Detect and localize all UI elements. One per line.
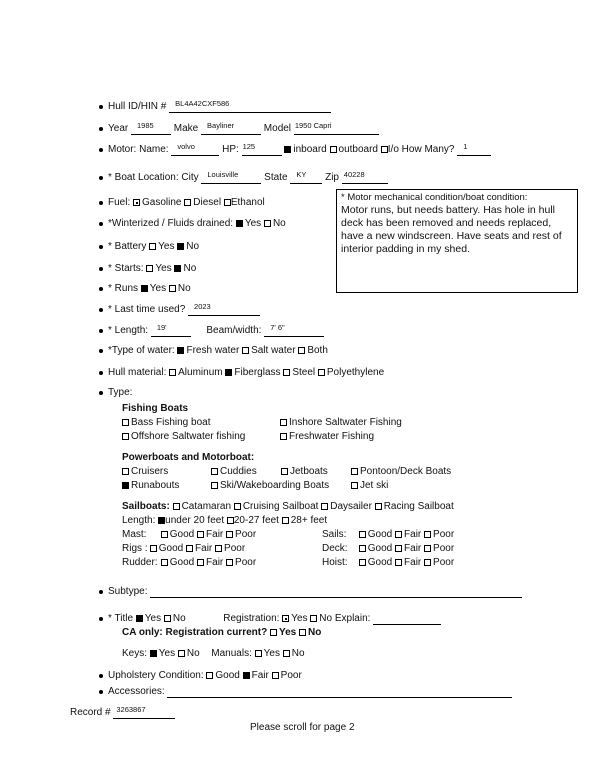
- beam-value: 7' 6": [270, 323, 285, 332]
- battery-no-label: No: [186, 241, 200, 252]
- record-label: Record #: [70, 707, 111, 718]
- registration-yes-checkbox[interactable]: [282, 615, 289, 622]
- freshwater-label: Freshwater Fishing: [289, 431, 375, 442]
- model-label: Model: [263, 123, 292, 134]
- water-label: *Type of water:: [108, 345, 175, 356]
- bullet: [99, 674, 103, 678]
- pontoon-option: [351, 465, 451, 478]
- rudder-good-checkbox[interactable]: [161, 559, 168, 566]
- registration-label: Registration:: [223, 613, 280, 624]
- jetski-checkbox[interactable]: [351, 482, 358, 489]
- location-label: * Boat Location: City: [108, 172, 199, 183]
- hp-value: 125: [242, 142, 256, 151]
- length-label: * Length:: [108, 325, 149, 336]
- under20-label: under 20 feet: [165, 515, 225, 526]
- jetboats-checkbox[interactable]: [281, 468, 288, 475]
- registration-no-label: No Explain:: [319, 613, 371, 624]
- bass-checkbox[interactable]: [122, 419, 129, 426]
- inboard-checkbox[interactable]: [284, 146, 291, 153]
- motor-name-field[interactable]: [171, 144, 219, 156]
- battery-no-checkbox[interactable]: [177, 243, 184, 250]
- title-label: * Title: [108, 613, 134, 624]
- freshwater-option: [280, 430, 374, 443]
- keys-row: [122, 647, 305, 660]
- starts-no-checkbox[interactable]: [174, 265, 181, 272]
- runs-label: * Runs: [108, 283, 139, 294]
- good-label: Good: [169, 529, 195, 540]
- fair-label: Fair: [206, 529, 224, 540]
- starts-yes-label: Yes: [155, 263, 172, 274]
- fair-label: Fair: [404, 543, 422, 554]
- registration-yes-label: Yes: [291, 613, 308, 624]
- upholstery-fair-checkbox[interactable]: [243, 672, 250, 679]
- fiberglass-checkbox[interactable]: [225, 369, 232, 376]
- fuel-label: Fuel:: [108, 197, 131, 208]
- title-yes-label: Yes: [144, 613, 162, 624]
- io-checkbox[interactable]: [381, 146, 388, 153]
- beam-field[interactable]: [264, 325, 324, 337]
- zip-field[interactable]: [342, 172, 388, 184]
- steel-checkbox[interactable]: [283, 369, 290, 376]
- upholstery-poor-label: Poor: [280, 670, 302, 681]
- jetboats-label: Jetboats: [290, 466, 328, 477]
- diesel-label: Diesel: [193, 197, 222, 208]
- record-value: 3263867: [116, 705, 146, 714]
- state-value: KY: [296, 170, 307, 179]
- type-row: [108, 386, 132, 399]
- runabouts-option: [122, 479, 179, 492]
- motor-name-label: Motor: Name:: [108, 144, 169, 155]
- outboard-label: outboard: [338, 144, 378, 155]
- manuals-yes-checkbox[interactable]: [255, 650, 262, 657]
- registration-no-checkbox[interactable]: [310, 615, 317, 622]
- year-value: 1985: [137, 121, 154, 130]
- mast-label: Mast:: [122, 529, 147, 540]
- ca-yes-checkbox[interactable]: [270, 629, 277, 636]
- hull-material-label: Hull material:: [108, 367, 167, 378]
- catamaran-checkbox[interactable]: [173, 503, 180, 510]
- keys-yes-label: Yes: [158, 648, 176, 659]
- record-row: [70, 706, 175, 719]
- salt-water-checkbox[interactable]: [242, 347, 249, 354]
- fair-label: Fair: [195, 543, 213, 554]
- last-used-value: 2023: [194, 302, 211, 311]
- fair-label: Fair: [206, 557, 224, 568]
- aluminum-checkbox[interactable]: [169, 369, 176, 376]
- rigs-fair-checkbox[interactable]: [186, 545, 193, 552]
- runs-row: [108, 282, 191, 295]
- ca-row: [122, 626, 321, 639]
- model-value: 1950 Capri: [294, 121, 332, 130]
- motor-row: [108, 143, 491, 156]
- motor-count-field[interactable]: [457, 144, 491, 156]
- runs-no-checkbox[interactable]: [169, 285, 176, 292]
- rudder-label: Rudder:: [122, 557, 158, 568]
- bass-label: Bass Fishing boat: [131, 417, 211, 428]
- good-label: Good: [367, 557, 393, 568]
- water-row: [108, 344, 328, 357]
- explain-field[interactable]: [373, 613, 441, 625]
- mast-fair-checkbox[interactable]: [197, 531, 204, 538]
- bullet: [99, 222, 103, 226]
- bullet: [99, 371, 103, 375]
- ca-no-checkbox[interactable]: [299, 629, 306, 636]
- mast-row: [122, 528, 256, 541]
- bullet: [99, 391, 103, 395]
- keys-yes-checkbox[interactable]: [150, 650, 157, 657]
- inshore-checkbox[interactable]: [280, 419, 287, 426]
- inshore-label: Inshore Saltwater Fishing: [289, 417, 402, 428]
- offshore-checkbox[interactable]: [122, 433, 129, 440]
- upholstery-label: Upholstery Condition:: [108, 670, 204, 681]
- ca-yes-label: Yes: [278, 627, 297, 638]
- hoist-label: Hoist:: [322, 557, 348, 568]
- mast-poor-checkbox[interactable]: [226, 531, 233, 538]
- runabouts-label: Runabouts: [131, 480, 180, 491]
- pontoon-checkbox[interactable]: [351, 468, 358, 475]
- bullet: [99, 617, 103, 621]
- poor-label: Poor: [235, 557, 257, 568]
- accessories-field[interactable]: [167, 686, 512, 698]
- make-field[interactable]: [201, 123, 261, 135]
- hp-field[interactable]: [242, 144, 282, 156]
- bullet: [99, 267, 103, 271]
- year-make-model-row: [108, 122, 379, 135]
- type-label: Type:: [108, 387, 133, 398]
- deck-fair-checkbox[interactable]: [395, 545, 402, 552]
- polyethylene-label: Polyethylene: [326, 367, 385, 378]
- last-used-label: * Last time used?: [108, 304, 186, 315]
- hull-material-row: [108, 366, 384, 379]
- over28-checkbox[interactable]: [282, 517, 289, 524]
- state-label: State: [264, 172, 288, 183]
- cuddies-label: Cuddies: [220, 466, 257, 477]
- pontoon-label: Pontoon/Deck Boats: [360, 466, 452, 477]
- salt-water-label: Salt water: [251, 345, 296, 356]
- runs-yes-checkbox[interactable]: [141, 285, 148, 292]
- last-used-field[interactable]: [188, 304, 260, 316]
- model-field[interactable]: [294, 123, 379, 135]
- battery-row: [108, 240, 199, 253]
- io-label: I/o How Many?: [387, 144, 455, 155]
- ethanol-label: Ethanol: [230, 197, 265, 208]
- jetboats-option: [281, 465, 328, 478]
- hoist-row: [322, 556, 454, 569]
- starts-no-label: No: [183, 263, 197, 274]
- poor-label: Poor: [224, 543, 246, 554]
- poor-label: Poor: [433, 543, 455, 554]
- ski-label: Ski/Wakeboarding Boats: [220, 480, 330, 491]
- freshwater-checkbox[interactable]: [280, 433, 287, 440]
- rudder-row: [122, 556, 256, 569]
- sailboats-row: [122, 500, 454, 513]
- subtype-row: [108, 585, 522, 598]
- hp-label: HP:: [222, 144, 239, 155]
- length-row: [108, 324, 324, 337]
- bullet: [99, 590, 103, 594]
- ca-label: CA only: Registration current?: [122, 627, 268, 638]
- bullet: [99, 176, 103, 180]
- polyethylene-checkbox[interactable]: [318, 369, 325, 376]
- bullet: [99, 287, 103, 291]
- sails-label: Sails:: [322, 529, 347, 540]
- make-value: Bayliner: [207, 121, 235, 130]
- offshore-label: Offshore Saltwater fishing: [131, 431, 246, 442]
- rigs-row: [122, 542, 245, 555]
- racing-label: Racing Sailboat: [383, 501, 454, 512]
- runs-yes-label: Yes: [149, 283, 167, 294]
- year-field[interactable]: [131, 123, 171, 135]
- gasoline-label: Gasoline: [142, 197, 182, 208]
- cruisers-checkbox[interactable]: [122, 468, 129, 475]
- sails-fair-checkbox[interactable]: [395, 531, 402, 538]
- inboard-label: inboard: [293, 144, 327, 155]
- power-heading: Powerboats and Motorboat:: [122, 452, 255, 463]
- diesel-checkbox[interactable]: [184, 199, 191, 206]
- inshore-option: [280, 416, 402, 429]
- aluminum-label: Aluminum: [178, 367, 223, 378]
- fresh-water-label: Fresh water: [186, 345, 240, 356]
- hull-id-value: BL4A42CXF586: [175, 99, 230, 108]
- hull-id-row: [108, 100, 331, 113]
- 20to27-checkbox[interactable]: [227, 517, 234, 524]
- ethanol-checkbox[interactable]: [224, 199, 231, 206]
- title-no-checkbox[interactable]: [164, 615, 171, 622]
- runabouts-checkbox[interactable]: [122, 482, 129, 489]
- gasoline-checkbox[interactable]: [133, 199, 140, 206]
- hoist-good-checkbox[interactable]: [359, 559, 366, 566]
- accessories-label: Accessories:: [108, 686, 165, 697]
- zip-value: 40228: [343, 170, 365, 179]
- cruisers-label: Cruisers: [131, 466, 169, 477]
- title-row: [108, 612, 441, 625]
- manuals-label: Manuals:: [211, 648, 252, 659]
- title-yes-checkbox[interactable]: [136, 615, 143, 622]
- sail-length-label: Length:: [122, 515, 156, 526]
- both-water-checkbox[interactable]: [298, 347, 305, 354]
- title-no-label: No: [172, 613, 186, 624]
- jetski-option: [351, 479, 388, 492]
- jetski-label: Jet ski: [360, 480, 389, 491]
- winterized-yes-checkbox[interactable]: [236, 220, 243, 227]
- winterized-row: [108, 217, 286, 230]
- sails-poor-checkbox[interactable]: [424, 531, 431, 538]
- fresh-water-checkbox[interactable]: [177, 347, 184, 354]
- cruising-label: Cruising Sailboat: [242, 501, 319, 512]
- condition-heading: * Motor mechanical condition/boat condition:: [341, 192, 528, 203]
- upholstery-fair-label: Fair: [251, 670, 269, 681]
- subtype-label: Subtype:: [108, 586, 148, 597]
- make-label: Make: [173, 123, 199, 134]
- cuddies-checkbox[interactable]: [211, 468, 218, 475]
- last-used-row: [108, 303, 260, 316]
- battery-label: * Battery: [108, 241, 147, 252]
- fair-label: Fair: [404, 529, 422, 540]
- bullet: [99, 245, 103, 249]
- winterized-yes-label: Yes: [244, 218, 262, 229]
- manuals-no-checkbox[interactable]: [283, 650, 290, 657]
- ski-checkbox[interactable]: [211, 482, 218, 489]
- cuddies-option: [211, 465, 257, 478]
- both-water-label: Both: [307, 345, 328, 356]
- fiberglass-label: Fiberglass: [234, 367, 281, 378]
- rudder-poor-checkbox[interactable]: [226, 559, 233, 566]
- zip-label: Zip: [325, 172, 339, 183]
- hoist-poor-checkbox[interactable]: [424, 559, 431, 566]
- over28-label: 28+ feet: [290, 515, 328, 526]
- good-label: Good: [367, 529, 393, 540]
- city-field[interactable]: [201, 172, 261, 184]
- winterized-no-label: No: [272, 218, 286, 229]
- sail-heading: Sailboats:: [122, 501, 170, 512]
- rudder-fair-checkbox[interactable]: [197, 559, 204, 566]
- good-label: Good: [158, 543, 184, 554]
- starts-yes-checkbox[interactable]: [146, 265, 153, 272]
- poor-label: Poor: [235, 529, 257, 540]
- year-label: Year: [108, 123, 129, 134]
- length-value: 19': [156, 323, 167, 332]
- length-field[interactable]: [151, 325, 191, 337]
- hull-id-label: Hull ID/HIN #: [108, 101, 167, 112]
- beam-label: Beam/width:: [206, 325, 262, 336]
- ca-no-label: No: [308, 627, 322, 638]
- bullet: [99, 105, 103, 109]
- hoist-fair-checkbox[interactable]: [395, 559, 402, 566]
- deck-good-checkbox[interactable]: [359, 545, 366, 552]
- keys-no-checkbox[interactable]: [178, 650, 185, 657]
- good-label: Good: [169, 557, 195, 568]
- ski-option: [211, 479, 329, 492]
- subtype-field[interactable]: [150, 586, 522, 598]
- upholstery-poor-checkbox[interactable]: [272, 672, 279, 679]
- starts-label: * Starts:: [108, 263, 144, 274]
- bass-option: [122, 416, 211, 429]
- bullet: [99, 201, 103, 205]
- manuals-no-label: No: [291, 648, 305, 659]
- battery-yes-label: Yes: [158, 241, 175, 252]
- keys-label: Keys:: [122, 648, 148, 659]
- motor-count-value: 1: [463, 142, 468, 151]
- winterized-no-checkbox[interactable]: [264, 220, 271, 227]
- deck-label: Deck:: [322, 543, 348, 554]
- poor-label: Poor: [433, 557, 455, 568]
- accessories-row: [108, 685, 512, 698]
- poor-label: Poor: [433, 529, 455, 540]
- upholstery-good-checkbox[interactable]: [206, 672, 213, 679]
- racing-checkbox[interactable]: [375, 503, 382, 510]
- mast-good-checkbox[interactable]: [161, 531, 168, 538]
- keys-no-label: No: [186, 648, 200, 659]
- starts-row: [108, 262, 196, 275]
- bullet: [99, 127, 103, 131]
- catamaran-label: Catamaran: [181, 501, 232, 512]
- scroll-note: Please scroll for page 2: [250, 722, 355, 733]
- rigs-label: Rigs :: [122, 543, 148, 554]
- battery-yes-checkbox[interactable]: [149, 243, 156, 250]
- daysailer-checkbox[interactable]: [321, 503, 328, 510]
- bullet: [99, 308, 103, 312]
- motor-name-value: volvo: [177, 142, 195, 151]
- manuals-yes-label: Yes: [263, 648, 280, 659]
- bullet: [99, 329, 103, 333]
- deck-row: [322, 542, 454, 555]
- upholstery-good-label: Good: [215, 670, 240, 681]
- winterized-label: *Winterized / Fluids drained:: [108, 218, 234, 229]
- state-field[interactable]: [290, 172, 322, 184]
- offshore-option: [122, 430, 245, 443]
- city-value: Louisville: [207, 170, 239, 179]
- location-row: [108, 171, 388, 184]
- daysailer-label: Daysailer: [330, 501, 372, 512]
- bullet: [99, 148, 103, 152]
- condition-text: Motor runs, but needs battery. Has hole in hull deck has been removed and needs replaced, have a new windscreen. Have seats and rest of interior padding in my shed.: [341, 204, 562, 255]
- fuel-row: [108, 196, 265, 209]
- fair-label: Fair: [404, 557, 422, 568]
- cruisers-option: [122, 465, 168, 478]
- cruising-checkbox[interactable]: [234, 503, 241, 510]
- upholstery-row: [108, 669, 302, 682]
- steel-label: Steel: [292, 367, 316, 378]
- condition-box[interactable]: [336, 189, 578, 293]
- good-label: Good: [367, 543, 393, 554]
- record-field[interactable]: [113, 707, 175, 719]
- outboard-checkbox[interactable]: [330, 146, 337, 153]
- deck-poor-checkbox[interactable]: [424, 545, 431, 552]
- rigs-poor-checkbox[interactable]: [215, 545, 222, 552]
- 20to27-label: 20-27 feet: [233, 515, 279, 526]
- bullet: [99, 690, 103, 694]
- sails-good-checkbox[interactable]: [359, 531, 366, 538]
- rigs-good-checkbox[interactable]: [150, 545, 157, 552]
- sails-row: [322, 528, 454, 541]
- bullet: [99, 349, 103, 353]
- fishing-heading: Fishing Boats: [122, 403, 189, 414]
- runs-no-label: No: [177, 283, 191, 294]
- sail-length-row: [122, 514, 327, 527]
- hull-id-field[interactable]: [169, 101, 331, 113]
